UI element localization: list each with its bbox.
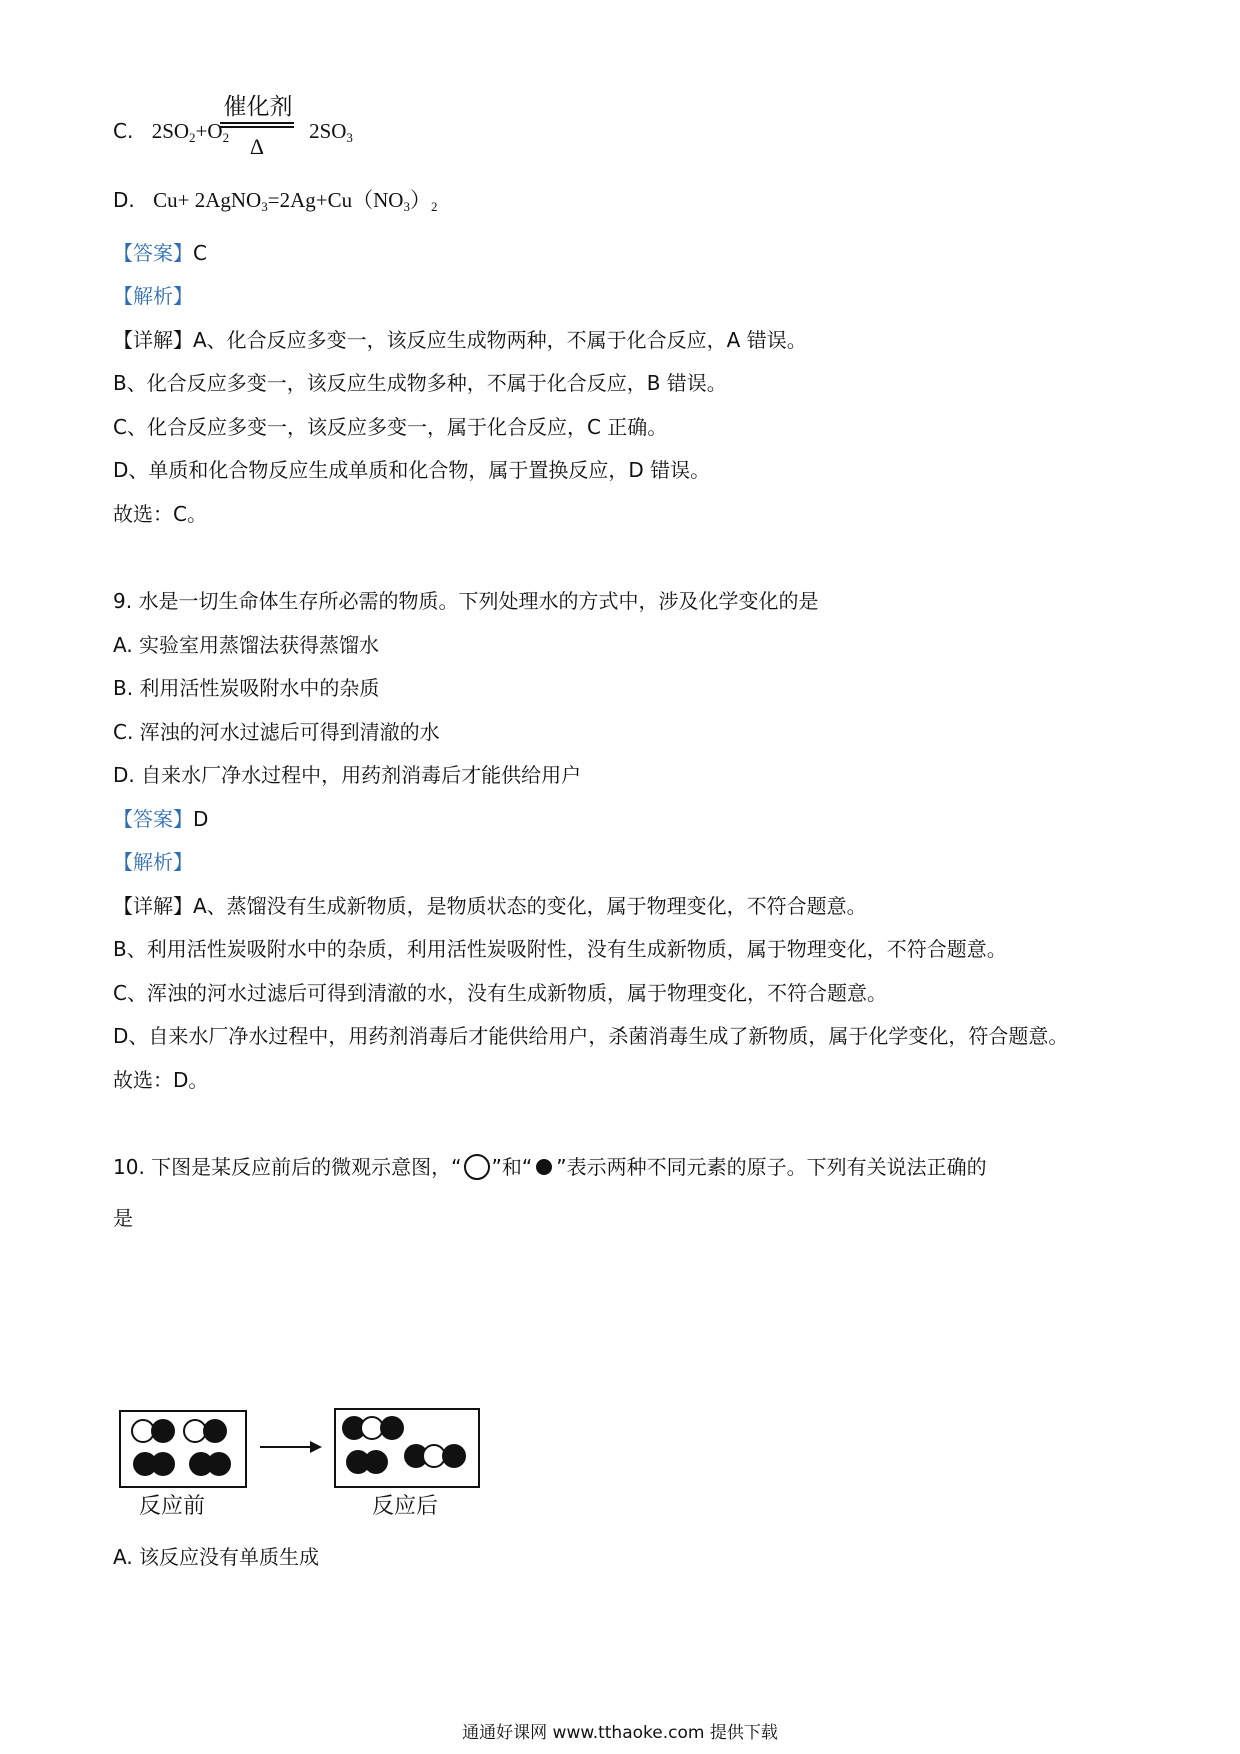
reaction-bar-bottom (220, 126, 294, 128)
black-atom-icon (536, 1159, 552, 1175)
q8-detail-line: C、化合反应多变一，该反应多变一，属于化合反应，C 正确。 (113, 415, 668, 439)
heat-symbol: Δ (249, 134, 265, 159)
q9-conclusion: 故选：D。 (113, 1068, 209, 1092)
q9-option: C. 浑浊的河水过滤后可得到清澈的水 (113, 720, 440, 744)
black-atom (207, 1452, 231, 1476)
q10-stem-continued: 是 (113, 1206, 133, 1230)
reaction-arrow-shaft (260, 1446, 312, 1448)
black-atom (151, 1419, 175, 1443)
q8-conclusion: 故选：C。 (113, 502, 207, 526)
option-label: D. (113, 188, 135, 212)
black-atom (380, 1416, 404, 1440)
equation-lhs: $2SO_2+O_2$ (151, 119, 230, 145)
reaction-bar-top (220, 122, 294, 124)
q8-detail-line: D、单质和化合物反应生成单质和化合物，属于置换反应，D 错误。 (113, 458, 711, 482)
before-reaction-box (119, 1410, 247, 1488)
black-atom (151, 1452, 175, 1476)
q9-option: D. 自来水厂净水过程中，用药剂消毒后才能供给用户 (113, 763, 582, 787)
q8-analysis-tag: 【解析】 (113, 284, 193, 308)
q8-detail-line: 【详解】A、化合反应多变一，该反应生成物两种，不属于化合反应，A 错误。 (113, 328, 807, 352)
q9-detail-line: C、浑浊的河水过滤后可得到清澈的水，没有生成新物质，属于物理变化，不符合题意。 (113, 981, 887, 1005)
catalyst-label: 催化剂 (223, 94, 293, 120)
white-atom-icon (464, 1154, 490, 1180)
equation: $Cu+ 2AgNO_3=2Ag+Cu(NO_3)_2$ (153, 188, 438, 214)
q9-option: B. 利用活性炭吸附水中的杂质 (113, 676, 380, 700)
q10-option: A. 该反应没有单质生成 (113, 1545, 320, 1569)
page-footer: 通通好课网 www.tthaoke.com 提供下载 (462, 1723, 778, 1743)
option-label: C. (113, 119, 134, 143)
black-atom (442, 1444, 466, 1468)
arrow-head-icon (310, 1441, 322, 1453)
q10-stem: 10. 下图是某反应前后的微观示意图，“ ”和“ ”表示两种不同元素的原子。下列有关说法正确的 (113, 1155, 987, 1179)
q8-answer: 【答案】C (113, 241, 207, 265)
equation-rhs: $2SO_3$ (309, 119, 353, 145)
q9-analysis-tag: 【解析】 (113, 850, 193, 874)
q9-stem: 9. 水是一切生命体生存所必需的物质。下列处理水的方式中，涉及化学变化的是 (113, 589, 819, 613)
q9-detail-line: D、自来水厂净水过程中，用药剂消毒后才能供给用户，杀菌消毒生成了新物质，属于化学变化，符合题意。 (113, 1024, 1069, 1048)
black-atom (364, 1450, 388, 1474)
after-reaction-box (334, 1408, 480, 1488)
black-atom (203, 1419, 227, 1443)
q9-answer: 【答案】D (113, 807, 209, 831)
q9-detail-line: 【详解】A、蒸馏没有生成新物质，是物质状态的变化，属于物理变化，不符合题意。 (113, 894, 867, 918)
q8-detail-line: B、化合反应多变一，该反应生成物多种，不属于化合反应，B 错误。 (113, 371, 727, 395)
q9-detail-line: B、利用活性炭吸附水中的杂质，利用活性炭吸附性，没有生成新物质，属于物理变化，不符合题意。 (113, 937, 1007, 961)
after-reaction-label: 反应后 (372, 1494, 439, 1519)
q8-option-d (113, 186, 437, 221)
before-reaction-label: 反应前 (139, 1494, 206, 1519)
q9-option: A. 实验室用蒸馏法获得蒸馏水 (113, 633, 380, 657)
